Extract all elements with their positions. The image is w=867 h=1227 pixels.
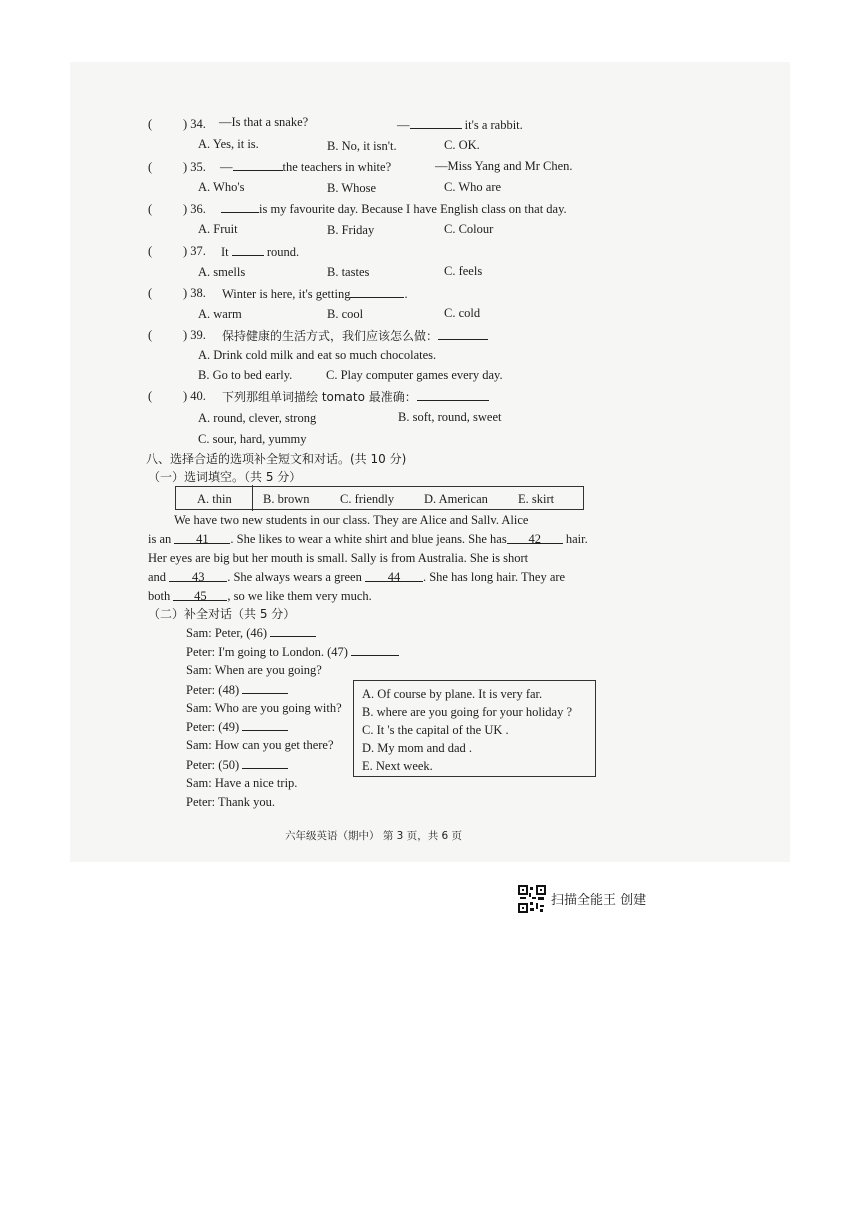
- option-b: B. No, it isn't.: [327, 139, 397, 153]
- option-a: A. Fruit: [198, 222, 238, 236]
- choice-b: B. where are you going for your holiday ?: [362, 705, 573, 719]
- dialogue-line: Peter: Thank you.: [186, 795, 275, 809]
- option-b: B. cool: [327, 307, 364, 321]
- option-c: C. Colour: [444, 222, 494, 236]
- passage-line: We have two new students in our class. They are Alice and Sallv. Alice: [174, 513, 529, 527]
- option-c: C. OK.: [444, 138, 480, 152]
- dialogue-line: Sam: Who are you going with?: [186, 701, 342, 715]
- option-c: C. sour, hard, yummy: [198, 432, 307, 446]
- answer-paren: (: [148, 160, 153, 174]
- dialogue-line: Sam: Peter, (46): [186, 624, 316, 641]
- question-reply: —Miss Yang and Mr Chen.: [435, 159, 573, 173]
- answer-paren: (: [148, 202, 153, 216]
- option-c: C. feels: [444, 264, 483, 278]
- passage-line: Her eyes are big but her mouth is small. Sally is from Australia. She is short: [148, 551, 529, 565]
- question-stem: 下列那组单词描绘 tomato 最准确：: [222, 388, 489, 405]
- page-footer: 六年级英语（期中） 第 3 页，共 6 页: [285, 830, 463, 842]
- passage-line: is an 41 . She likes to wear a white shirt and blue jeans. She has 42 hair.: [148, 532, 588, 546]
- option-b: B. Whose: [327, 181, 377, 195]
- word-box: [175, 486, 584, 510]
- option-a: A. warm: [198, 307, 242, 321]
- question-stem: —Is that a snake?: [219, 115, 309, 129]
- option-b: B. Go to bed early.: [198, 368, 293, 382]
- part2-title: （二）补全对话（共 5 分）: [148, 607, 296, 621]
- choice-d: D. My mom and dad .: [362, 741, 473, 755]
- dialogue-line: Peter: (50): [186, 756, 288, 773]
- choice-a: A. Of course by plane. It is very far.: [362, 687, 543, 701]
- option-b: B. Friday: [327, 223, 375, 237]
- question-stem: It round.: [221, 245, 300, 259]
- section-title: 八、选择合适的选项补全短文和对话。(共 10 分): [146, 452, 407, 466]
- word-option-a: A. thin: [197, 492, 232, 506]
- passage-line: and 43 . She always wears a green 44 . She has long hair. They are: [148, 570, 566, 584]
- option-c: C. cold: [444, 306, 481, 320]
- dialogue-choices-box: [353, 680, 596, 777]
- question-number: ) 39.: [183, 328, 206, 342]
- question-number: ) 40.: [183, 389, 206, 403]
- word-option-b: B. brown: [263, 492, 310, 506]
- question-stem: Winter is here, it's getting .: [222, 287, 408, 301]
- choice-c: C. It 's the capital of the UK .: [362, 723, 509, 737]
- question-number: ) 37.: [183, 244, 206, 258]
- question-stem: — the teachers in white?: [220, 160, 392, 174]
- option-a: A. Who's: [198, 180, 245, 194]
- option-a: A. round, clever, strong: [198, 411, 317, 425]
- question-stem: is my favourite day. Because I have English class on that day.: [221, 200, 567, 217]
- answer-paren: (: [148, 286, 153, 300]
- dialogue-line: Peter: (49): [186, 718, 288, 735]
- part1-title: （一）选词填空。（共 5 分）: [148, 470, 302, 484]
- divider: [252, 485, 253, 511]
- dialogue-line: Peter: I'm going to London. (47): [186, 643, 399, 660]
- word-option-e: E. skirt: [518, 492, 555, 506]
- answer-paren: (: [148, 244, 153, 258]
- word-option-d: D. American: [424, 492, 488, 506]
- question-number: ) 35.: [183, 160, 206, 174]
- option-c: C. Who are: [444, 180, 502, 194]
- choice-e: E. Next week.: [362, 759, 433, 773]
- qr-code-icon: [518, 885, 546, 913]
- scanner-brand: 扫描全能王 创建: [551, 893, 647, 908]
- question-number: ) 36.: [183, 202, 206, 216]
- dialogue-line: Sam: When are you going?: [186, 663, 322, 677]
- option-b: B. soft, round, sweet: [398, 410, 502, 424]
- question-number: ) 38.: [183, 286, 206, 300]
- dialogue-line: Peter: (48): [186, 681, 288, 698]
- question-stem: 保持健康的生活方式，我们应该怎么做：: [222, 327, 488, 344]
- option-c: C. Play computer games every day.: [326, 368, 503, 382]
- answer-paren: (: [148, 389, 153, 403]
- option-a: A. Yes, it is.: [198, 137, 259, 151]
- answer-stem: — it's a rabbit.: [397, 118, 523, 132]
- option-a: A. Drink cold milk and eat so much chocolates.: [198, 348, 437, 362]
- question-number: ) 34.: [183, 117, 206, 131]
- passage-line: both 45 , so we like them very much.: [148, 589, 372, 603]
- answer-paren: (: [148, 328, 153, 342]
- option-a: A. smells: [198, 265, 246, 279]
- dialogue-line: Sam: Have a nice trip.: [186, 776, 298, 790]
- option-b: B. tastes: [327, 265, 370, 279]
- dialogue-line: Sam: How can you get there?: [186, 738, 334, 752]
- word-option-c: C. friendly: [340, 492, 395, 506]
- answer-paren: (: [148, 117, 153, 131]
